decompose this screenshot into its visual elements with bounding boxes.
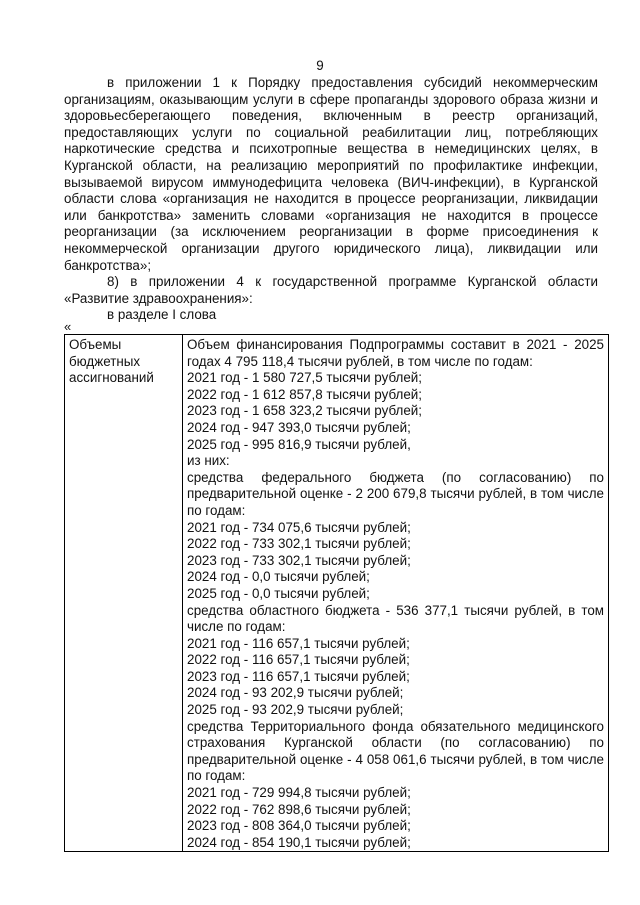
row-label-line: Объемы [69, 337, 122, 352]
row-content-cell [183, 335, 609, 852]
body-text [64, 75, 598, 324]
paragraph-appendix-1-amendment: в приложении 1 к Порядку предоставления субсидий некоммерческим организациям, оказывающим услуги в сфере пропаганды здорового образа жизни и здоровьесберегающего поведения, включенным в реестр организаций, предоставляющих услуги по социальной реабилитации лиц, потребляющих наркотические средства и психотропные вещества в немедицинских целях, в Курганской области, на реализацию мероприятий по профилактике инфекции, вызываемой вирусом иммунодефицита человека (ВИЧ-инфекции), в Курганской области слова «организация не находится в процессе реорганизации, ликвидации или банкротства» заменить словами «организация не находится в процессе реорганизации (за исключением реорганизации в форме присоединения к некоммерческой организации другого юридического лица), ликвидации или банкротства»; [64, 75, 598, 273]
table-row [65, 335, 609, 852]
funding-year-line: 2021 год - 1 580 727,5 тысячи рублей; [187, 370, 422, 386]
funding-year-line: 2021 год - 729 994,8 тысячи рублей; [187, 785, 411, 801]
funding-year-line: 2023 год - 1 658 323,2 тысячи рублей; [187, 403, 422, 419]
funding-year-line: 2025 год - 995 816,9 тысячи рублей, [187, 436, 411, 452]
funding-year-line: 2024 год - 854 190,1 тысячи рублей; [187, 834, 411, 850]
row-label-line: ассигнований [69, 370, 154, 386]
funding-year-line: 2023 год - 733 302,1 тысячи рублей; [187, 552, 411, 568]
funding-total-text: Объем финансирования Подпрограммы составит в 2021 - 2025 годах 4 795 118,4 тысячи рублей, в том числе по годам: [187, 337, 604, 369]
page-number: 9 [316, 58, 324, 73]
funding-year-line: 2024 год - 947 393,0 тысячи рублей; [187, 419, 411, 435]
funding-year-line: 2025 год - 0,0 тысячи рублей; [187, 585, 370, 601]
funding-year-line: 2024 год - 93 202,9 тысячи рублей; [187, 685, 404, 701]
row-label-cell [65, 335, 183, 852]
funding-year-line: 2022 год - 733 302,1 тысячи рублей; [187, 536, 411, 552]
row-label-line: бюджетных [69, 353, 141, 369]
insurance-fund-text: средства Территориального фонда обязательного медицинского страхования Курганской области (по согласованию) по предварительной оценке - 4 058 061,6 тысячи рублей, в том числе по годам: [187, 718, 604, 784]
paragraph-section-1-words: в разделе I слова [107, 307, 217, 323]
funding-year-line: 2023 год - 116 657,1 тысячи рублей; [187, 668, 410, 684]
funding-year-line: 2021 год - 116 657,1 тысячи рублей; [187, 635, 410, 651]
opening-quote: « [64, 319, 72, 334]
budget-allocation-table [64, 334, 609, 852]
funding-year-line: 2022 год - 116 657,1 тысячи рублей; [187, 652, 410, 668]
funding-year-line: 2022 год - 762 898,6 тысячи рублей; [187, 801, 411, 817]
funding-year-line: 2025 год - 93 202,9 тысячи рублей; [187, 702, 404, 718]
funding-subheading: из них: [187, 453, 230, 469]
regional-budget-text: средства областного бюджета - 536 377,1 тысячи рублей, в том числе по годам: [187, 602, 604, 635]
funding-year-line: 2021 год - 734 075,6 тысячи рублей; [187, 519, 411, 535]
paragraph-item-8: 8) в приложении 4 к государственной программе Курганской области «Развитие здравоохранения»: [64, 274, 598, 306]
funding-year-line: 2022 год - 1 612 857,8 тысячи рублей; [187, 386, 422, 402]
funding-year-line: 2024 год - 0,0 тысячи рублей; [187, 569, 370, 585]
funding-year-line: 2023 год - 808 364,0 тысячи рублей; [187, 818, 411, 834]
federal-budget-text: средства федерального бюджета (по согласованию) по предварительной оценке - 2 200 679,8 тысячи рублей, в том числе по годам: [187, 469, 604, 518]
